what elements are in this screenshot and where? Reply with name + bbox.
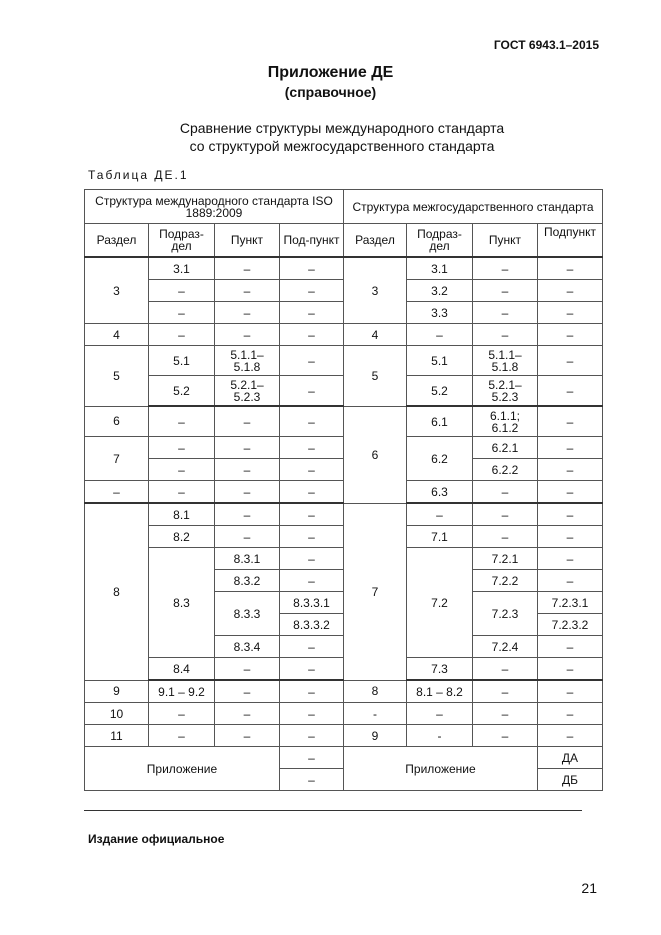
- table-cell: 6.2.2: [473, 459, 538, 481]
- table-cell: –: [538, 376, 603, 407]
- table-cell: –: [538, 570, 603, 592]
- table-row: [85, 680, 603, 703]
- table-cell: 5.2.1–5.2.3: [473, 376, 538, 407]
- table-cell: 6.3: [407, 481, 473, 504]
- table-cell: –: [215, 680, 280, 703]
- table-cell: 7.2: [407, 548, 473, 658]
- col-header-section: Раздел: [344, 224, 407, 258]
- table-cell: –: [280, 346, 344, 376]
- table-cell: 3.1: [407, 257, 473, 280]
- table-cell: 8.4: [149, 658, 215, 681]
- table-cell: Приложение: [85, 747, 280, 791]
- interstate-structure-header: Структура межгосударственного стандарта: [344, 190, 603, 224]
- table-cell: –: [473, 324, 538, 346]
- table-cell: 5.1.1–5.1.8: [473, 346, 538, 376]
- table-cell: 5.2: [407, 376, 473, 407]
- table-cell: –: [215, 324, 280, 346]
- table-cell: –: [215, 257, 280, 280]
- table-cell: 8.3.1: [215, 548, 280, 570]
- annex-title: Приложение ДЕ: [267, 64, 394, 81]
- table-cell: –: [85, 481, 149, 504]
- table-cell: –: [538, 346, 603, 376]
- table-cell: –: [473, 526, 538, 548]
- table-cell: 8.3.4: [215, 636, 280, 658]
- table-cell: 8.3.3: [215, 592, 280, 636]
- comparison-title-line1: Сравнение структуры международного стандарта: [179, 120, 505, 136]
- table-cell: –: [538, 526, 603, 548]
- table-cell: –: [473, 680, 538, 703]
- table-cell: 7.2.1: [473, 548, 538, 570]
- table-cell: –: [280, 302, 344, 324]
- table-cell: –: [280, 257, 344, 280]
- table-cell: –: [473, 302, 538, 324]
- table-cell: 8.2: [149, 526, 215, 548]
- table-cell: –: [407, 703, 473, 725]
- table-cell: 8: [85, 503, 149, 680]
- table-cell: –: [407, 503, 473, 526]
- table-cell: 8.1 – 8.2: [407, 680, 473, 703]
- table-cell: –: [280, 658, 344, 681]
- footer-divider: [84, 810, 582, 811]
- table-cell: –: [280, 459, 344, 481]
- table-cell: –: [538, 257, 603, 280]
- table-cell: –: [538, 503, 603, 526]
- table-cell: –: [280, 280, 344, 302]
- table-cell: –: [215, 280, 280, 302]
- table-cell: 9: [344, 725, 407, 747]
- annex-subtitle: (справочное): [284, 84, 377, 100]
- table-cell: –: [280, 725, 344, 747]
- table-cell: –: [215, 481, 280, 504]
- table-cell: –: [215, 459, 280, 481]
- table-cell: –: [473, 703, 538, 725]
- table-row: [85, 747, 603, 769]
- table-cell: –: [215, 725, 280, 747]
- table-cell: –: [149, 302, 215, 324]
- table-cell: –: [149, 324, 215, 346]
- table-cell: 7.1: [407, 526, 473, 548]
- table-cell: –: [473, 481, 538, 504]
- table-cell: –: [215, 526, 280, 548]
- table-row: [85, 346, 603, 376]
- table-cell: –: [538, 302, 603, 324]
- table-cell: –: [280, 503, 344, 526]
- table-cell: 9: [85, 680, 149, 703]
- col-header-section: Раздел: [85, 224, 149, 258]
- table-cell: –: [149, 459, 215, 481]
- table-cell: Приложение: [344, 747, 538, 791]
- table-cell: –: [538, 725, 603, 747]
- table-cell: 8.3.3.2: [280, 614, 344, 636]
- table-row: [85, 257, 603, 280]
- table-cell: –: [538, 459, 603, 481]
- table-cell: –: [280, 680, 344, 703]
- table-cell: 5.2.1–5.2.3: [215, 376, 280, 407]
- table-cell: –: [280, 747, 344, 769]
- table-cell: 5.1: [149, 346, 215, 376]
- table-cell: 3: [85, 257, 149, 324]
- table-cell: –: [473, 257, 538, 280]
- table-cell: 8: [344, 680, 407, 703]
- table-cell: 9.1 – 9.2: [149, 680, 215, 703]
- table-caption: Таблица ДЕ.1: [88, 168, 189, 182]
- table-cell: –: [473, 658, 538, 681]
- table-cell: 6.2.1: [473, 437, 538, 459]
- comparison-title: [0, 119, 661, 155]
- table-cell: 7.2.3.1: [538, 592, 603, 614]
- table-cell: 8.3.2: [215, 570, 280, 592]
- table-cell: –: [280, 376, 344, 407]
- table-cell: 7.2.4: [473, 636, 538, 658]
- table-cell: –: [407, 324, 473, 346]
- table-cell: –: [280, 324, 344, 346]
- table-cell: 5.1: [407, 346, 473, 376]
- table-cell: 3.2: [407, 280, 473, 302]
- table-cell: –: [538, 280, 603, 302]
- table-cell: –: [215, 437, 280, 459]
- table-cell: 7.2.3: [473, 592, 538, 636]
- table-cell: –: [280, 481, 344, 504]
- table-cell: –: [149, 437, 215, 459]
- table-row: [85, 406, 603, 437]
- document-code: ГОСТ 6943.1–2015: [493, 38, 599, 52]
- comparison-title-line2: со структурой межгосударственного стандарта: [189, 138, 495, 154]
- table-group-header-row: [85, 190, 603, 224]
- table-cell: 7.2.2: [473, 570, 538, 592]
- table-row: [85, 725, 603, 747]
- table-cell: 4: [344, 324, 407, 346]
- intl-structure-header: Структура международного стандарта ISO 1889:2009: [85, 190, 344, 224]
- page-number: 21: [581, 880, 597, 896]
- col-header-subsection: Подраз-дел: [407, 224, 473, 258]
- table-cell: –: [538, 703, 603, 725]
- table-cell: –: [149, 481, 215, 504]
- table-cell: 8.3: [149, 548, 215, 658]
- table-column-header-row: [85, 224, 603, 258]
- table-cell: 6.2: [407, 437, 473, 481]
- table-cell: –: [149, 280, 215, 302]
- table-cell: 5.2: [149, 376, 215, 407]
- table-cell: –: [538, 406, 603, 437]
- table-cell: –: [280, 769, 344, 791]
- table-cell: 11: [85, 725, 149, 747]
- table-cell: –: [280, 437, 344, 459]
- table-cell: 5: [344, 346, 407, 407]
- table-cell: 5: [85, 346, 149, 407]
- table-cell: 7: [344, 503, 407, 680]
- table-cell: 6: [85, 406, 149, 437]
- table-cell: 3.3: [407, 302, 473, 324]
- table-row: [85, 703, 603, 725]
- table-cell: 7: [85, 437, 149, 481]
- table-cell: –: [538, 324, 603, 346]
- table-cell: –: [538, 658, 603, 681]
- table-cell: 6.1: [407, 406, 473, 437]
- col-header-subsection: Подраз-дел: [149, 224, 215, 258]
- table-cell: 3.1: [149, 257, 215, 280]
- table-cell: –: [149, 725, 215, 747]
- table-cell: –: [473, 725, 538, 747]
- table-cell: –: [280, 570, 344, 592]
- table-cell: –: [280, 526, 344, 548]
- table-cell: –: [215, 503, 280, 526]
- table-cell: 3: [344, 257, 407, 324]
- col-header-subitem: Подпункт: [538, 224, 603, 258]
- table-cell: –: [280, 406, 344, 437]
- table-cell: –: [538, 437, 603, 459]
- table-row: [85, 503, 603, 526]
- table-cell: –: [473, 280, 538, 302]
- col-header-item: Пункт: [215, 224, 280, 258]
- table-cell: –: [280, 636, 344, 658]
- table-cell: 7.2.3.2: [538, 614, 603, 636]
- edition-label: Издание официальное: [88, 832, 225, 846]
- table-cell: –: [473, 503, 538, 526]
- table-cell: –: [215, 703, 280, 725]
- col-header-subitem: Под-пункт: [280, 224, 344, 258]
- table-cell: –: [215, 658, 280, 681]
- table-cell: –: [538, 636, 603, 658]
- table-cell: ДБ: [538, 769, 603, 791]
- comparison-table: [84, 189, 603, 791]
- table-cell: –: [538, 548, 603, 570]
- table-cell: 5.1.1–5.1.8: [215, 346, 280, 376]
- table-cell: 8.3.3.1: [280, 592, 344, 614]
- table-cell: ДА: [538, 747, 603, 769]
- table-cell: 6.1.1; 6.1.2: [473, 406, 538, 437]
- table-cell: 10: [85, 703, 149, 725]
- table-cell: 4: [85, 324, 149, 346]
- table-cell: –: [215, 302, 280, 324]
- table-cell: –: [215, 406, 280, 437]
- table-cell: –: [149, 406, 215, 437]
- col-header-item: Пункт: [473, 224, 538, 258]
- table-cell: 7.3: [407, 658, 473, 681]
- table-cell: -: [344, 703, 407, 725]
- table-cell: –: [538, 680, 603, 703]
- table-row: [85, 324, 603, 346]
- table-cell: 6: [344, 406, 407, 503]
- table-cell: –: [538, 481, 603, 504]
- table-cell: –: [280, 548, 344, 570]
- table-cell: –: [149, 703, 215, 725]
- table-cell: -: [407, 725, 473, 747]
- table-cell: 8.1: [149, 503, 215, 526]
- table-cell: –: [280, 703, 344, 725]
